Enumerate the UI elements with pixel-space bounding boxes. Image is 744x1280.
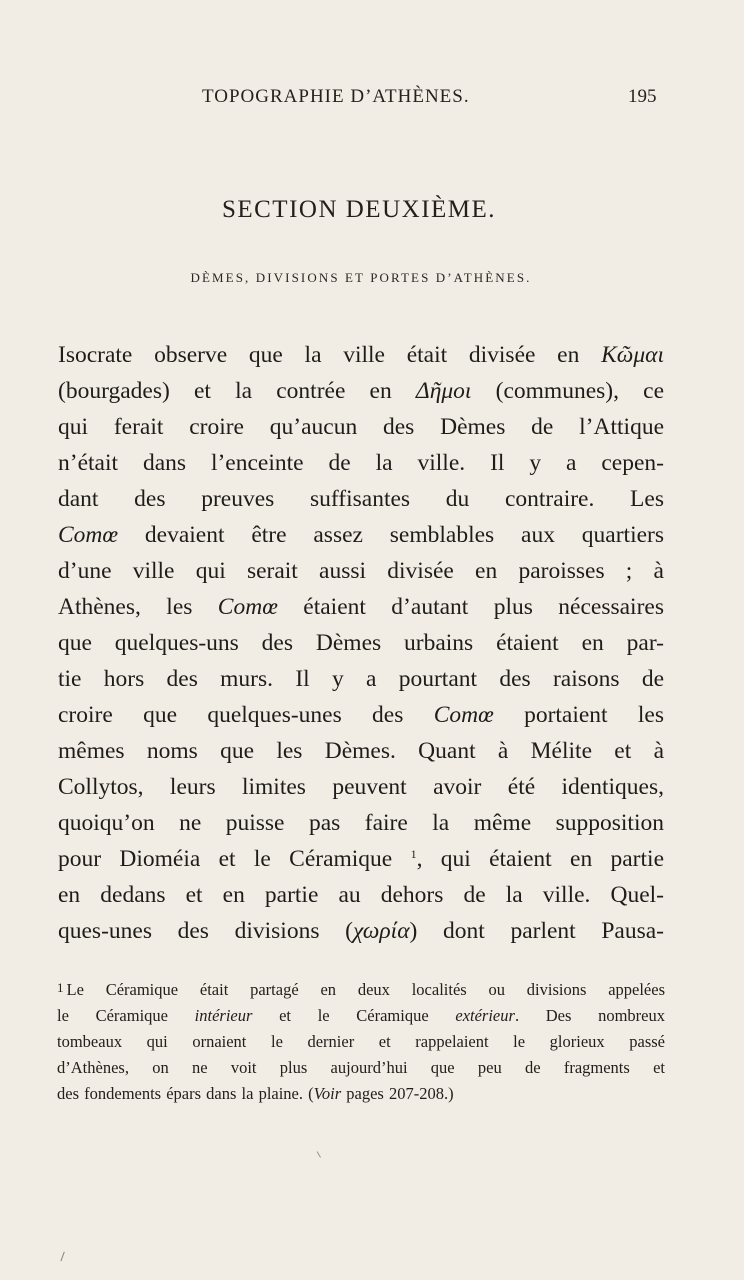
page-number: 195 <box>628 86 657 107</box>
section-subtitle: DÈMES, DIVISIONS ET PORTES D’ATHÈNES. <box>190 270 532 285</box>
paper-speck <box>317 1149 325 1158</box>
body-line: Isocrate observe que la ville était divisée en Κῶμαι <box>58 342 664 368</box>
running-head: TOPOGRAPHIE D’ATHÈNES. <box>202 86 470 107</box>
body-line: pour Dioméia et le Céramique $^1$, qui étaient en partie <box>58 846 664 872</box>
body-line: ques-unes des divisions (χωρία) dont parlent Pausa- <box>58 918 664 944</box>
italic-term: Comœ <box>217 594 278 620</box>
footnote-line: 1 Le Céramique était partagé en deux localités ou divisions appelées <box>57 980 665 999</box>
italic-term: Comœ <box>58 522 119 548</box>
paper-speck <box>60 1252 67 1263</box>
footnote-number: 1 <box>57 980 64 995</box>
body-line: en dedans et en partie au dehors de la ville. Quel- <box>58 882 664 908</box>
body-line: (bourgades) et la contrée en Δῆμοι (communes), ce <box>58 378 664 404</box>
body-line: qui ferait croire qu’aucun des Dèmes de l’Attique <box>58 414 664 440</box>
greek-word: χωρία <box>352 918 410 944</box>
footnote-line: tombeaux qui ornaient le dernier et rappelaient le glorieux passé <box>57 1032 665 1051</box>
body-line: d’une ville qui serait aussi divisée en paroisses ; à <box>58 558 664 584</box>
footnote-reference: 1 <box>410 847 417 861</box>
body-line: Collytos, leurs limites peuvent avoir été identiques, <box>58 774 664 800</box>
footnote-line: d’Athènes, on ne voit plus aujourd’hui que peu de fragments et <box>57 1058 665 1077</box>
body-line: croire que quelques-unes des Comœ portaient les <box>58 702 664 728</box>
footnote-line: des fondements épars dans la plaine. (Voir pages 207-208.) <box>57 1084 454 1103</box>
body-line: Comœ devaient être assez semblables aux quartiers <box>58 522 664 548</box>
body-line: quoiqu’on ne puisse pas faire la même supposition <box>58 810 664 836</box>
body-line: Athènes, les Comœ étaient d’autant plus nécessaires <box>58 594 664 620</box>
body-line: dant des preuves suffisantes du contraire. Les <box>58 486 664 512</box>
italic-term: Comœ <box>433 702 494 728</box>
body-line: tie hors des murs. Il y a pourtant des raisons de <box>58 666 664 692</box>
section-title: SECTION DEUXIÈME. <box>221 196 497 223</box>
footnote-line: le Céramique intérieur et le Céramique extérieur. Des nombreux <box>57 1006 665 1025</box>
body-line: que quelques-uns des Dèmes urbains étaient en par- <box>58 630 664 656</box>
greek-word: Κῶμαι <box>601 342 664 368</box>
greek-word: Δῆμοι <box>415 378 472 404</box>
body-line: n’était dans l’enceinte de la ville. Il y a cepen- <box>58 450 664 476</box>
body-line: mêmes noms que les Dèmes. Quant à Mélite et à <box>58 738 664 764</box>
